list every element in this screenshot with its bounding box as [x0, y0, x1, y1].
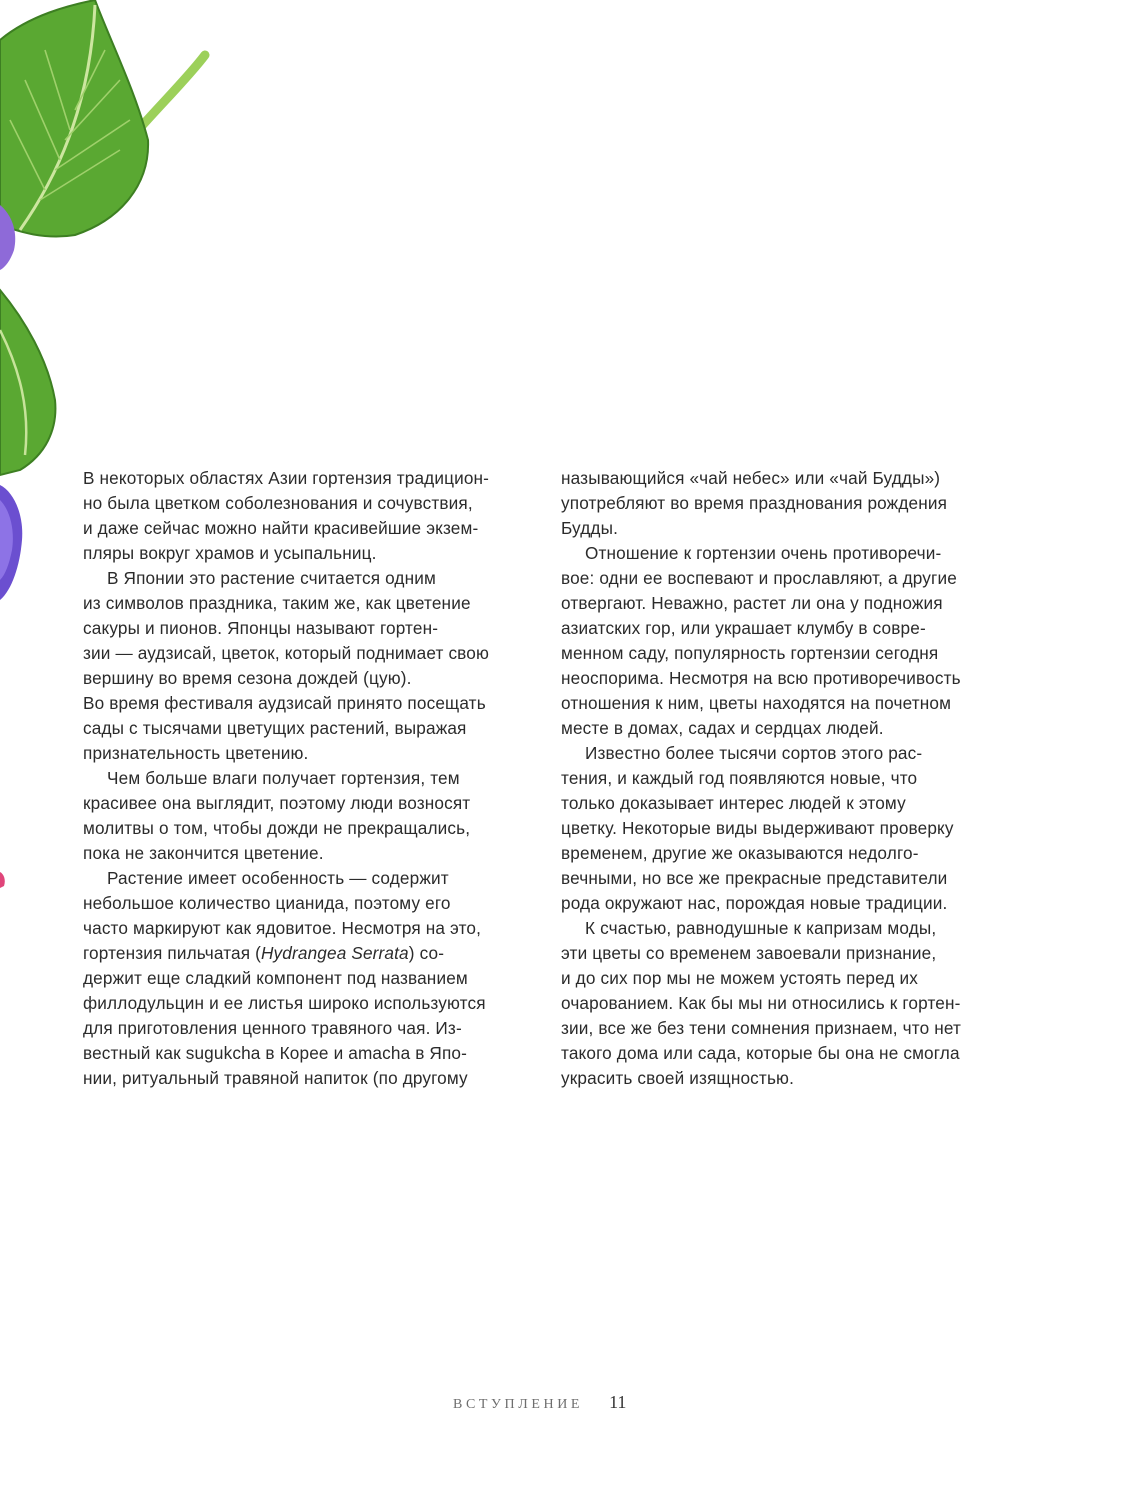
text-line: неоспорима. Несмотря на всю противоречивость: [561, 668, 961, 688]
text-line: и даже сейчас можно найти красивейшие экзем-: [83, 518, 479, 538]
text-line: держит еще сладкий компонент под названием: [83, 968, 468, 988]
text-line: Чем больше влаги получает гортензия, тем: [107, 768, 460, 788]
text-fragment: гортензия пильчатая (: [83, 943, 261, 963]
text-line: вечными, но все же прекрасные представители: [561, 868, 948, 888]
text-line: небольшое количество цианида, поэтому его: [83, 893, 451, 913]
text-line: филлодульцин и ее листья широко используются: [83, 993, 486, 1013]
text-line: молитвы о том, чтобы дожди не прекращались,: [83, 818, 471, 838]
text-column-left: [83, 466, 533, 1091]
text-line: для приготовления ценного травяного чая. Из-: [83, 1018, 462, 1038]
text-line: Растение имеет особенность — содержит: [107, 868, 449, 888]
page-footer: [453, 1392, 626, 1413]
text-line: признательность цветению.: [83, 743, 309, 763]
text-line: [83, 941, 533, 966]
page-number: 11: [609, 1392, 627, 1412]
text-line: Во время фестиваля аудзисай принято посещать: [83, 693, 486, 713]
text-line: временем, другие же оказываются недолго-: [561, 843, 919, 863]
text-column-right: [561, 466, 1031, 1091]
text-line: отвергают. Неважно, растет ли она у подножия: [561, 593, 943, 613]
text-line: цветку. Некоторые виды выдерживают проверку: [561, 818, 954, 838]
text-line: азиатских гор, или украшает клумбу в совре-: [561, 618, 926, 638]
text-line: украсить своей изящностью.: [561, 1068, 795, 1088]
text-line: Будды.: [561, 518, 619, 538]
text-line: тения, и каждый год появляются новые, что: [561, 768, 918, 788]
text-line: зии, все же без тени сомнения признаем, что нет: [561, 1018, 962, 1038]
text-line: Известно более тысячи сортов этого рас-: [585, 743, 923, 763]
text-line: менном саду, популярность гортензии сегодня: [561, 643, 939, 663]
text-line: только доказывает интерес людей к этому: [561, 793, 906, 813]
latin-species-name: Hydrangea Serrata: [261, 943, 409, 963]
section-title: ВСТУПЛЕНИЕ: [453, 1397, 584, 1412]
text-line: из символов праздника, таким же, как цветение: [83, 593, 471, 613]
text-line: вершину во время сезона дождей (цую).: [83, 668, 412, 688]
text-line: но была цветком соболезнования и сочувствия,: [83, 493, 473, 513]
text-line: часто маркируют как ядовитое. Несмотря на это,: [83, 918, 482, 938]
text-line: вое: одни ее воспевают и прославляют, а другие: [561, 568, 957, 588]
text-line: рода окружают нас, порождая новые традиции.: [561, 893, 948, 913]
text-line: зии — аудзисай, цветок, который поднимает свою: [83, 643, 490, 663]
text-line: пляры вокруг храмов и усыпальниц.: [83, 543, 377, 563]
text-fragment: ) со-: [408, 943, 445, 963]
text-line: сакуры и пионов. Японцы называют гортен-: [83, 618, 439, 638]
text-line: и до сих пор мы не можем устоять перед их: [561, 968, 918, 988]
text-line: месте в домах, садах и сердцах людей.: [561, 718, 884, 738]
text-line: сады с тысячами цветущих растений, выражая: [83, 718, 467, 738]
text-line: называющийся «чай небес» или «чай Будды»): [561, 468, 941, 488]
text-line: нии, ритуальный травяной напиток (по другому: [83, 1068, 468, 1088]
text-line: эти цветы со временем завоевали признание,: [561, 943, 937, 963]
text-line: К счастью, равнодушные к капризам моды,: [585, 918, 937, 938]
text-line: вестный как sugukcha в Корее и amacha в Япо-: [83, 1043, 468, 1063]
text-line: такого дома или сада, которые бы она не смогла: [561, 1043, 960, 1063]
text-line: Отношение к гортензии очень противоречи-: [585, 543, 942, 563]
text-line: пока не закончится цветение.: [83, 843, 324, 863]
text-line: В Японии это растение считается одним: [107, 568, 436, 588]
text-line: употребляют во время празднования рождения: [561, 493, 948, 513]
text-line: очарованием. Как бы мы ни относились к гортен-: [561, 993, 961, 1013]
text-line: красивее она выглядит, поэтому люди возносят: [83, 793, 471, 813]
text-line: В некоторых областях Азии гортензия традицион-: [83, 468, 490, 488]
text-line: отношения к ним, цветы находятся на почетном: [561, 693, 952, 713]
